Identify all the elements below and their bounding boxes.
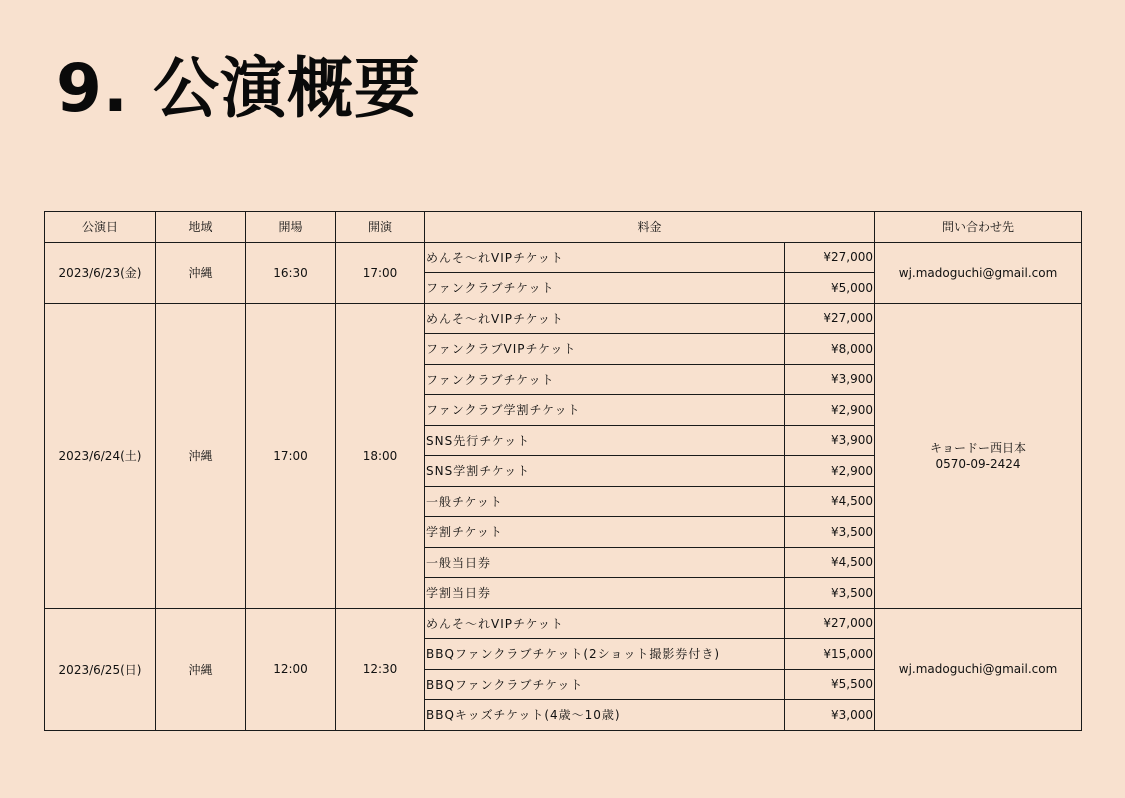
table-row — [45, 303, 1082, 334]
ticket-name: 一般当日券 — [425, 547, 785, 578]
header-row — [45, 212, 1082, 243]
table-row — [45, 608, 1082, 639]
ticket-price: ¥3,900 — [785, 364, 875, 395]
event-region: 沖縄 — [156, 242, 246, 303]
ticket-price: ¥3,000 — [785, 700, 875, 731]
event-date: 2023/6/25(日) — [45, 608, 156, 730]
ticket-name: BBQファンクラブチケット(2ショット撮影券付き) — [425, 639, 785, 670]
contact-line: wj.madoguchi@gmail.com — [898, 662, 1058, 676]
event-contact — [875, 303, 1082, 608]
header-open: 開場 — [246, 212, 336, 243]
ticket-price: ¥15,000 — [785, 639, 875, 670]
performance-schedule-table — [44, 211, 1082, 731]
ticket-price: ¥4,500 — [785, 486, 875, 517]
event-contact — [875, 242, 1082, 303]
event-region: 沖縄 — [156, 303, 246, 608]
schedule-body — [45, 242, 1082, 730]
event-date: 2023/6/23(金) — [45, 242, 156, 303]
ticket-name: ファンクラブチケット — [425, 364, 785, 395]
event-region: 沖縄 — [156, 608, 246, 730]
header-date: 公演日 — [45, 212, 156, 243]
ticket-price: ¥27,000 — [785, 242, 875, 273]
ticket-name: SNS先行チケット — [425, 425, 785, 456]
contact-line: 0570-09-2424 — [935, 456, 1021, 471]
ticket-name: めんそ〜れVIPチケット — [425, 242, 785, 273]
event-open-time: 12:00 — [246, 608, 336, 730]
ticket-price: ¥3,500 — [785, 578, 875, 609]
ticket-price: ¥4,500 — [785, 547, 875, 578]
header-price: 料金 — [425, 212, 875, 243]
ticket-name: BBQキッズチケット(4歳〜10歳) — [425, 700, 785, 731]
event-start-time: 17:00 — [336, 242, 425, 303]
ticket-name: 学割当日券 — [425, 578, 785, 609]
ticket-price: ¥2,900 — [785, 456, 875, 487]
contact-line: wj.madoguchi@gmail.com — [898, 265, 1058, 280]
ticket-price: ¥5,000 — [785, 273, 875, 304]
ticket-price: ¥3,500 — [785, 517, 875, 548]
ticket-name: ファンクラブVIPチケット — [425, 334, 785, 365]
ticket-name: SNS学割チケット — [425, 456, 785, 487]
event-start-time: 18:00 — [336, 303, 425, 608]
ticket-price: ¥27,000 — [785, 608, 875, 639]
header-region: 地域 — [156, 212, 246, 243]
contact-line: キョードー西日本 — [930, 440, 1027, 455]
ticket-price: ¥3,900 — [785, 425, 875, 456]
ticket-name: めんそ〜れVIPチケット — [425, 303, 785, 334]
ticket-price: ¥8,000 — [785, 334, 875, 365]
page-title: 9. 公演概要 — [56, 50, 421, 127]
ticket-price: ¥2,900 — [785, 395, 875, 426]
ticket-price: ¥27,000 — [785, 303, 875, 334]
event-date: 2023/6/24(土) — [45, 303, 156, 608]
ticket-name: 一般チケット — [425, 486, 785, 517]
ticket-name: 学割チケット — [425, 517, 785, 548]
ticket-name: めんそ〜れVIPチケット — [425, 608, 785, 639]
ticket-name: BBQファンクラブチケット — [425, 669, 785, 700]
event-open-time: 17:00 — [246, 303, 336, 608]
table-row — [45, 242, 1082, 273]
ticket-name: ファンクラブチケット — [425, 273, 785, 304]
event-open-time: 16:30 — [246, 242, 336, 303]
event-contact — [875, 608, 1082, 730]
header-contact: 問い合わせ先 — [875, 212, 1082, 243]
ticket-name: ファンクラブ学割チケット — [425, 395, 785, 426]
header-start: 開演 — [336, 212, 425, 243]
ticket-price: ¥5,500 — [785, 669, 875, 700]
event-start-time: 12:30 — [336, 608, 425, 730]
